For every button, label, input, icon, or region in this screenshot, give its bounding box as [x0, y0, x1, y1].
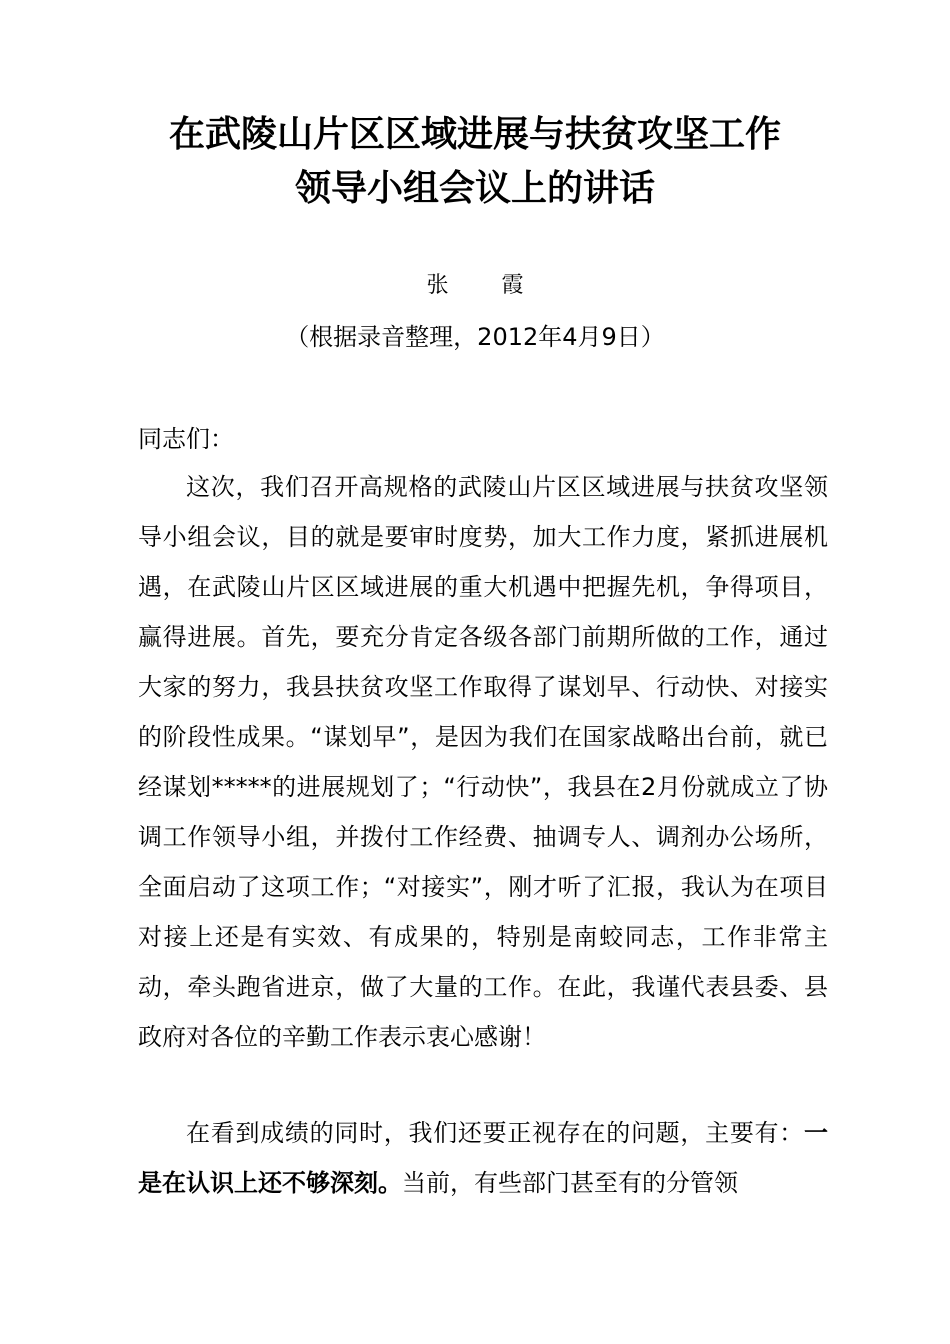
paragraph-intro: 在看到成绩的同时，我们还要正视存在的问题，主要有： [186, 1119, 804, 1147]
paragraph-continuation: 当前，有些部门甚至有的分管领 [402, 1169, 738, 1197]
bold-point-heading: 一是在认识上还不够深刻。 [138, 1119, 828, 1197]
document-title-line-1: 在武陵山片区区域进展与扶贫攻坚工作 [168, 113, 781, 155]
document-title-line-2: 领导小组会议上的讲话 [294, 167, 655, 209]
body-paragraph [138, 1108, 828, 1208]
body-paragraph: 这次，我们召开高规格的武陵山片区区域进展与扶贫攻坚领导小组会议，目的就是要审时度势，加大工作力度，紧抓进展机遇，在武陵山片区区域进展的重大机遇中把握先机，争得项目，赢得进展。首先，要充分肯定各级各部门前期所做的工作，通过大家的努力，我县扶贫攻坚工作取得了谋划早、行动快、对接实的阶段性成果。“谋划早”，是因为我们在国家战略出台前，就已经谋划*****的进展规划了；“行动快”，我县在2月份就成立了协调工作领导小组，并拨付工作经费、抽调专人、调剂办公场所，全面启动了这项工作；“对接实”，刚才听了汇报，我认为在项目对接上还是有实效、有成果的，特别是南蛟同志，工作非常主动，牵头跑省进京，做了大量的工作。在此，我谨代表县委、县政府对各位的辛勤工作表示衷心感谢！ [138, 473, 828, 1051]
salutation: 同志们： [138, 425, 234, 453]
author-name: 张 霞 [426, 273, 524, 298]
transcription-note: （根据录音整理，2012年4月9日） [285, 323, 665, 351]
